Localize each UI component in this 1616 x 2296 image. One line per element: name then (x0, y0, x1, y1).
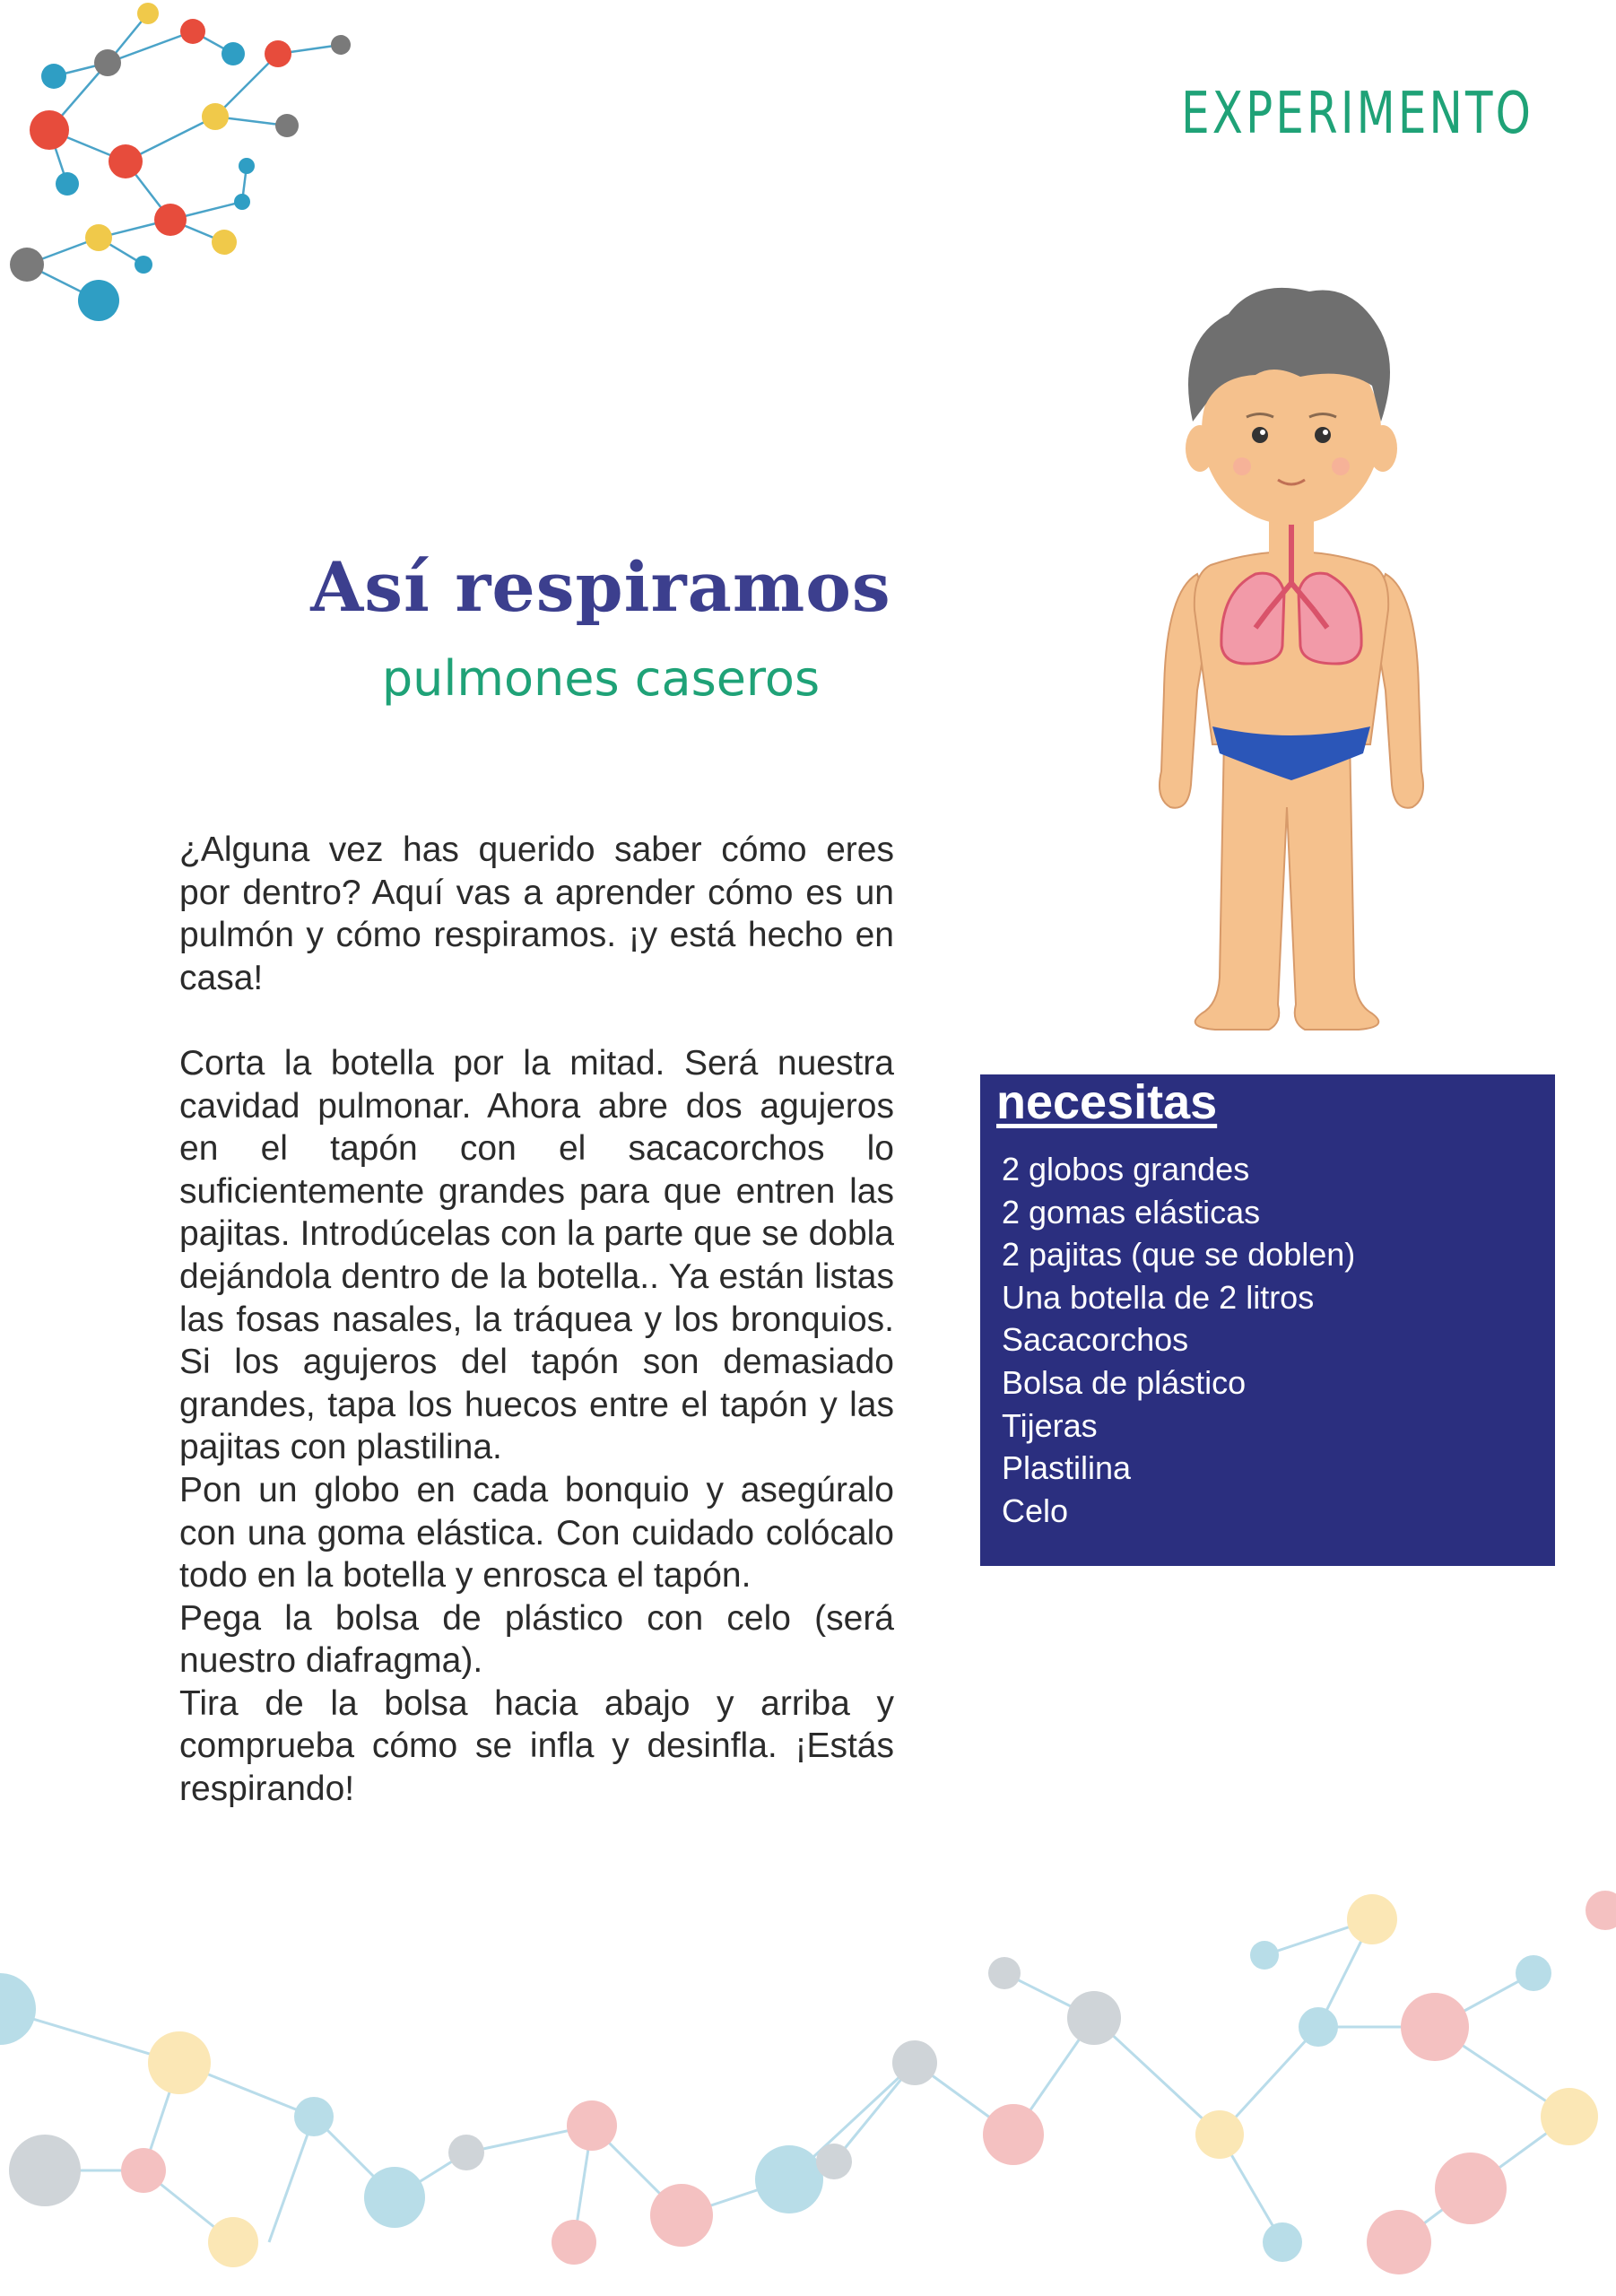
materials-box (980, 1074, 1555, 1566)
materials-title: necesitas (996, 1075, 1218, 1129)
step-paragraph: Pega la bolsa de plástico con celo (será nuestro diafragma). (179, 1598, 894, 1681)
instructions-text (179, 829, 894, 1811)
intro-paragraph: ¿Alguna vez has querido saber cómo eres por dentro? Aquí vas a aprender cómo es un pulmón y cómo respiramos. ¡y está hecho en casa! (179, 831, 894, 997)
list-item: Tijeras (1002, 1406, 1098, 1444)
molecule-decoration-top (0, 0, 377, 341)
section-label: EXPERIMENTO (1181, 81, 1533, 147)
step-paragraph: Pon un globo en cada bonquio y asegúralo con una goma elástica. Con cuidado colócalo todo en la botella y enrosca el tapón. (179, 1470, 894, 1596)
list-item: Plastilina (1002, 1449, 1132, 1487)
list-item: Bolsa de plástico (1002, 1363, 1247, 1401)
materials-list (996, 1148, 1555, 1532)
step-paragraph: Corta la botella por la mitad. Será nuestra cavidad pulmonar. Ahora abre dos agujeros en el tapón con el sacacorchos lo suficientemente grandes para que entren las pajitas. Introdúcelas con la parte que se dobla dejándola dentro de la botella.. Ya están listas las fosas nasales, la tráquea y los bronquios. Si los agujeros del tapón son demasiado grandes, tapa los huecos entre el tapón y las pajitas con plastilina. (179, 1043, 894, 1467)
list-item: Sacacorchos (1002, 1321, 1189, 1359)
list-item: 2 gomas elásticas (1002, 1193, 1261, 1231)
boy-lungs-illustration (1121, 269, 1462, 1040)
page-subtitle: pulmones caseros (381, 650, 821, 707)
list-item: 2 globos grandes (1002, 1151, 1250, 1187)
step-paragraph: Tira de la bolsa hacia abajo y arriba y comprueba cómo se infla y desinfla. ¡Estás respirando! (179, 1683, 894, 1809)
paragraph-gap (179, 999, 894, 1042)
list-item: 2 pajitas (que se doblen) (1002, 1236, 1356, 1274)
list-item: Una botella de 2 litros (1002, 1278, 1315, 1316)
molecule-decoration-bottom (0, 1883, 1616, 2296)
page-title: Así respiramos (310, 547, 891, 627)
list-item: Celo (1002, 1492, 1069, 1529)
